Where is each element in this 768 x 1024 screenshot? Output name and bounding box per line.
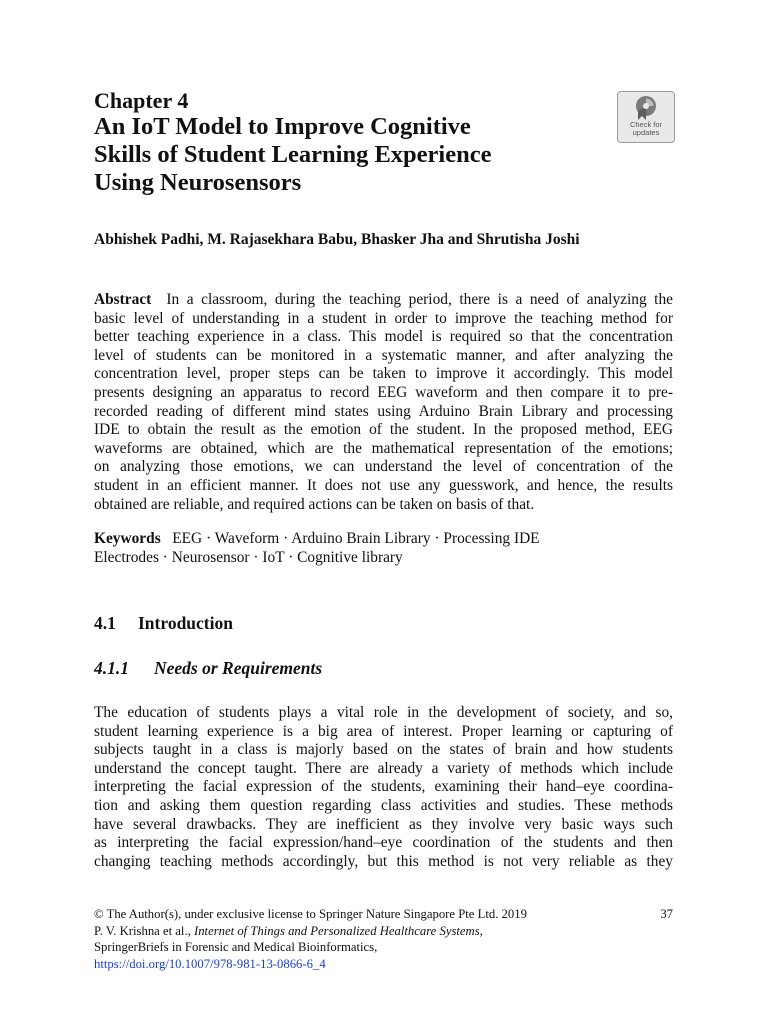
- subsection-title: Needs or Requirements: [154, 658, 323, 678]
- abstract-heading: Abstract: [94, 291, 152, 308]
- chapter-label: Chapter 4: [94, 88, 189, 113]
- abstract-line: presents designing an apparatus to record EEG waveform and then compare it to pre-: [94, 383, 673, 401]
- abstract-line: better teaching experience in a class. This model is required so that the concentration: [94, 328, 673, 346]
- abstract-line: student in an efficient manner. It does not use any guesswork, and hence, the results: [94, 476, 673, 494]
- abstract-text: In a classroom, during the teaching period, there is a need of analyzing the: [166, 291, 673, 308]
- abstract-line: [94, 291, 673, 310]
- abstract-line: waveforms are obtained, which are the mathematical representation of the emotions;: [94, 439, 673, 457]
- abstract-line: IDE to obtain the result as the emotion of the student. In the proposed method, EEG: [94, 421, 673, 439]
- keywords-heading: Keywords: [94, 530, 161, 547]
- check-for-updates-icon: [634, 95, 658, 121]
- citation-line: P. V. Krishna et al., Internet of Things and Personalized Healthcare Systems,: [94, 923, 483, 938]
- abstract-line: level of students can be monitored in a systematic manner, and after analyzing the: [94, 346, 673, 364]
- body-line: student learning experience is a big area of interest. Proper learning or capturing of: [94, 722, 673, 740]
- abstract-line: basic level of understanding in a student in order to improve the teaching method for: [94, 309, 673, 327]
- keywords-line: [94, 530, 673, 549]
- book-title: Internet of Things and Personalized Healthcare Systems: [193, 923, 480, 938]
- abstract-line: on analyzing those emotions, we can understand the level of concentration of the: [94, 458, 673, 476]
- editors: P. V. Krishna et al.,: [94, 923, 191, 938]
- author-list: Abhishek Padhi, M. Rajasekhara Babu, Bhasker Jha and Shrutisha Joshi: [94, 231, 580, 248]
- abstract-line: recorded reading of different mind states using Arduino Brain Library and processing: [94, 402, 673, 420]
- footer: [94, 906, 673, 972]
- keywords-text: EEG · Waveform · Arduino Brain Library · Processing IDE: [172, 530, 540, 547]
- body-line: tion and asking them question regarding class activities and studies. These methods: [94, 796, 673, 814]
- body-line: changing teaching methods accordingly, but this method is not very reliable as they: [94, 852, 673, 870]
- doi-line: [94, 956, 673, 973]
- keywords-line: Electrodes · Neurosensor · IoT · Cognitive library: [94, 548, 403, 566]
- body-line: subjects taught in a class is majorly based on the states of brain and how students: [94, 741, 673, 759]
- section-heading: [94, 613, 233, 634]
- check-for-updates-badge[interactable]: [617, 91, 675, 143]
- chapter-title: [94, 113, 614, 197]
- chapter-title-line: An IoT Model to Improve Cognitive: [94, 113, 471, 140]
- body-line: as interpreting the facial expression/hand–eye coordination of the students and then: [94, 834, 673, 852]
- keywords: [94, 530, 673, 567]
- abstract-line: concentration level, proper steps can be taken to improve it accordingly. This model: [94, 365, 673, 383]
- body-line: interpreting the facial expression of the students, examining their hand–eye coordina-: [94, 778, 673, 796]
- subsection-heading: [94, 658, 322, 679]
- chapter-title-line: Using Neurosensors: [94, 169, 302, 196]
- body-line: understand the concept taught. There are already a variety of methods which include: [94, 759, 673, 777]
- abstract: [94, 291, 673, 514]
- section-title: Introduction: [138, 613, 233, 633]
- body-line: The education of students plays a vital role in the development of society, and so,: [94, 704, 673, 721]
- copyright-line: © The Author(s), under exclusive license to Springer Nature Singapore Pte Ltd. 2019: [94, 907, 527, 921]
- subsection-number: 4.1.1: [94, 658, 129, 678]
- badge-text-line1: Check for: [629, 120, 663, 129]
- abstract-line: obtained are reliable, and required actions can be taken on basis of that.: [94, 495, 535, 513]
- series-line: SpringerBriefs in Forensic and Medical Bioinformatics,: [94, 940, 378, 955]
- body-line: have several drawbacks. They are inefficient as they involve very basic ways such: [94, 815, 673, 833]
- badge-text-line2: updates: [632, 128, 660, 137]
- body-paragraph: [94, 704, 673, 871]
- chapter-title-line: Skills of Student Learning Experience: [94, 141, 492, 168]
- page-number: 37: [660, 907, 673, 921]
- section-number: 4.1: [94, 613, 116, 633]
- doi-link[interactable]: https://doi.org/10.1007/978-981-13-0866-6_4: [94, 956, 326, 971]
